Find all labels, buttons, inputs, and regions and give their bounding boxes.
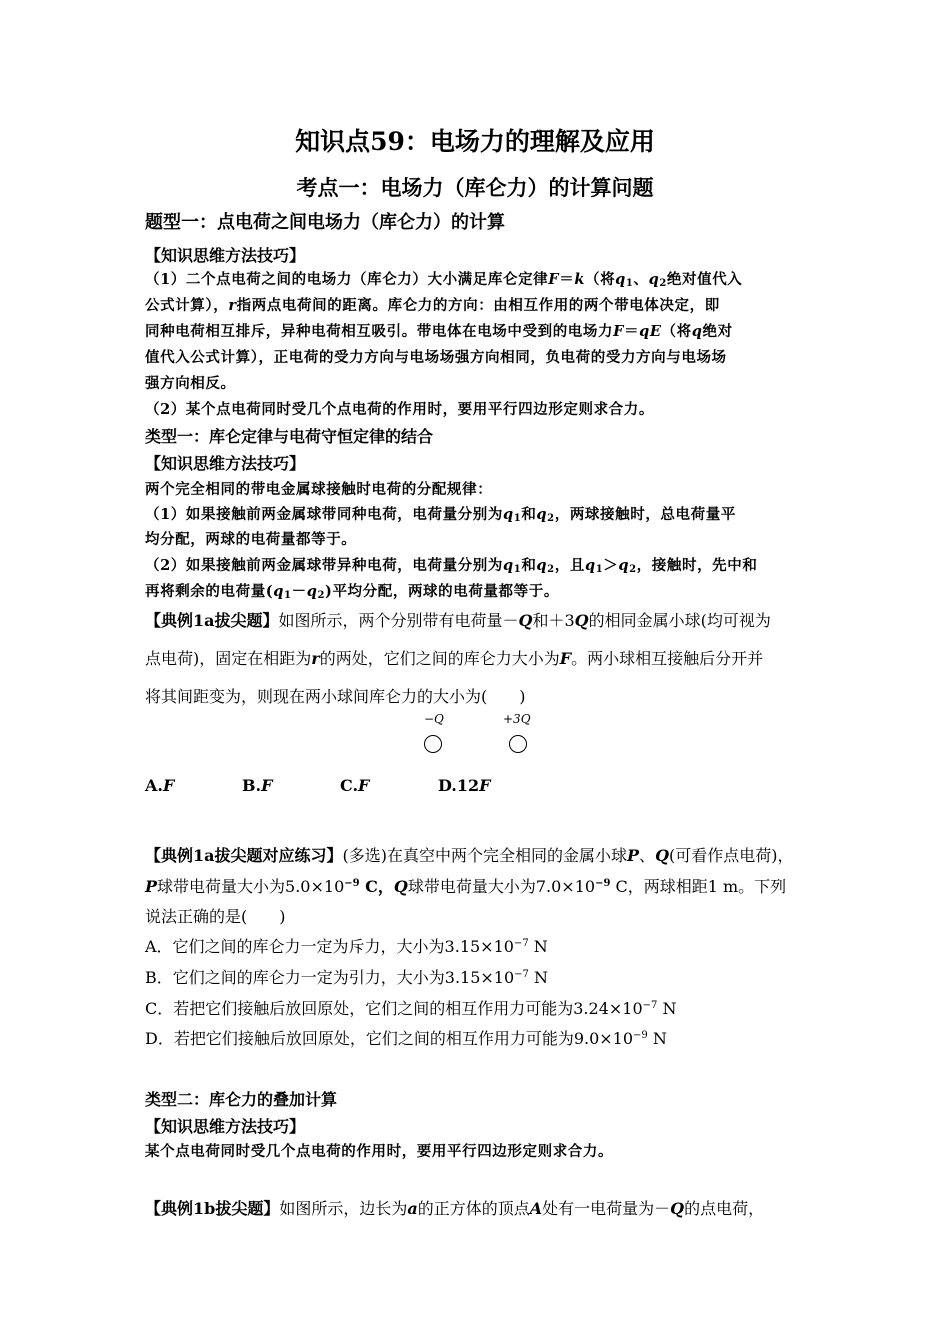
- option-d: D.12F: [438, 776, 491, 795]
- type2-heading: 类型二：库仑力的叠加计算: [145, 1090, 338, 1109]
- practice-option-c: C．若把它们接触后放回原处，它们之间的相互作用力可能为$3.24\times 10^{-7}$ N: [145, 999, 677, 1018]
- tips-label-2: 【知识思维方法技巧】: [145, 454, 306, 473]
- practice-option-a: A．它们之间的库仑力一定为斥力，大小为$3.15\times 10^{-7}$ N: [145, 937, 548, 956]
- practice-option-d: D．若把它们接触后放回原处，它们之间的相互作用力可能为$9.0\times 10^{-9}$ N: [145, 1029, 667, 1048]
- example-1a-line-3: 将其间距变为，则现在两小球间库仑力的大小为( ): [145, 687, 526, 706]
- option-c: C.F: [340, 776, 370, 795]
- example-1a-line-1: 【典例1a拔尖题】如图所示，两个分别带有电荷量－Q和＋3Q的相同金属小球(均可视为: [145, 611, 771, 630]
- rule-1-line-2: 均分配，两球的电荷量都等于。: [145, 531, 357, 548]
- charge-label-right: +3Q: [503, 712, 531, 726]
- paragraph-1-line-1: （1）二个点电荷之间的电场力（库仑力）大小满足库仑定律F＝k（将$q_1$、$q_2$绝对值代入: [145, 271, 743, 289]
- two-charges-figure: [420, 712, 540, 762]
- practice-line-3: 说法正确的是( ): [145, 907, 286, 926]
- type1-heading: 类型一：库仑定律与电荷守恒定律的结合: [145, 427, 434, 446]
- practice-option-b: B．它们之间的库仑力一定为引力，大小为$3.15\times 10^{-7}$ N: [145, 968, 548, 987]
- paragraph-1-line-5: 强方向相反。: [145, 375, 236, 392]
- sphere-left-icon: [424, 735, 442, 753]
- rule-1-line-1: （1）如果接触前两金属球带同种电荷，电荷量分别为$q_1$和$q_2$，两球接触时，总电荷量平: [145, 506, 736, 524]
- practice-line-2: P球带电荷量大小为$5.0\times 10^{-9}$ C，Q球带电荷量大小为$7.0\times 10^{-9}$ C，两球相距1 m。下列: [145, 877, 787, 896]
- option-a: A.F: [145, 776, 175, 795]
- option-b: B.F: [242, 776, 273, 795]
- rule-2-line-2: 再将剩余的电荷量$(q_1-q_2)$平均分配，两球的电荷量都等于。: [145, 583, 559, 601]
- tips-label-1: 【知识思维方法技巧】: [145, 246, 306, 265]
- page-title: 知识点59：电场力的理解及应用: [295, 127, 655, 156]
- paragraph-1-line-2: 公式计算），r指两点电荷间的距离。库仑力的方向：由相互作用的两个带电体决定，即: [145, 297, 720, 314]
- type2-paragraph: 某个点电荷同时受几个点电荷的作用时，要用平行四边形定则求合力。: [145, 1143, 614, 1160]
- charge-rule: 两个完全相同的带电金属球接触时电荷的分配规律：: [145, 481, 493, 498]
- practice-line-1: 【典例1a拔尖题对应练习】(多选)在真空中两个完全相同的金属小球P、Q(可看作点电荷)，: [145, 846, 794, 865]
- sphere-right-icon: [509, 735, 527, 753]
- tips-label-3: 【知识思维方法技巧】: [145, 1117, 306, 1136]
- example-1a-line-2: 点电荷)，固定在相距为r的两处，它们之间的库仑力大小为F。两小球相互接触后分开并: [145, 649, 764, 668]
- rule-2-line-1: （2）如果接触前两金属球带异种电荷，电荷量分别为$q_1$和$q_2$，且$q_1>q_2$，接触时，先中和: [145, 557, 758, 575]
- paragraph-2: （2）某个点电荷同时受几个点电荷的作用时，要用平行四边形定则求合力。: [145, 401, 654, 418]
- paragraph-1-line-3: 同种电荷相互排斥，异种电荷相互吸引。带电体在电场中受到的电场力F＝qE（将q绝对: [145, 323, 733, 340]
- section-heading-1: 题型一：点电荷之间电场力（库仑力）的计算: [145, 212, 505, 233]
- paragraph-1-line-4: 值代入公式计算），正电荷的受力方向与电场场强方向相同，负电荷的受力方向与电场场: [145, 349, 727, 366]
- page-subtitle: 考点一：电场力（库仑力）的计算问题: [296, 175, 654, 200]
- example-1b-line-1: 【典例1b拔尖题】如图所示，边长为a的正方体的顶点A处有一电荷量为－Q的点电荷，: [145, 1199, 765, 1218]
- charge-label-left: −Q: [424, 712, 444, 726]
